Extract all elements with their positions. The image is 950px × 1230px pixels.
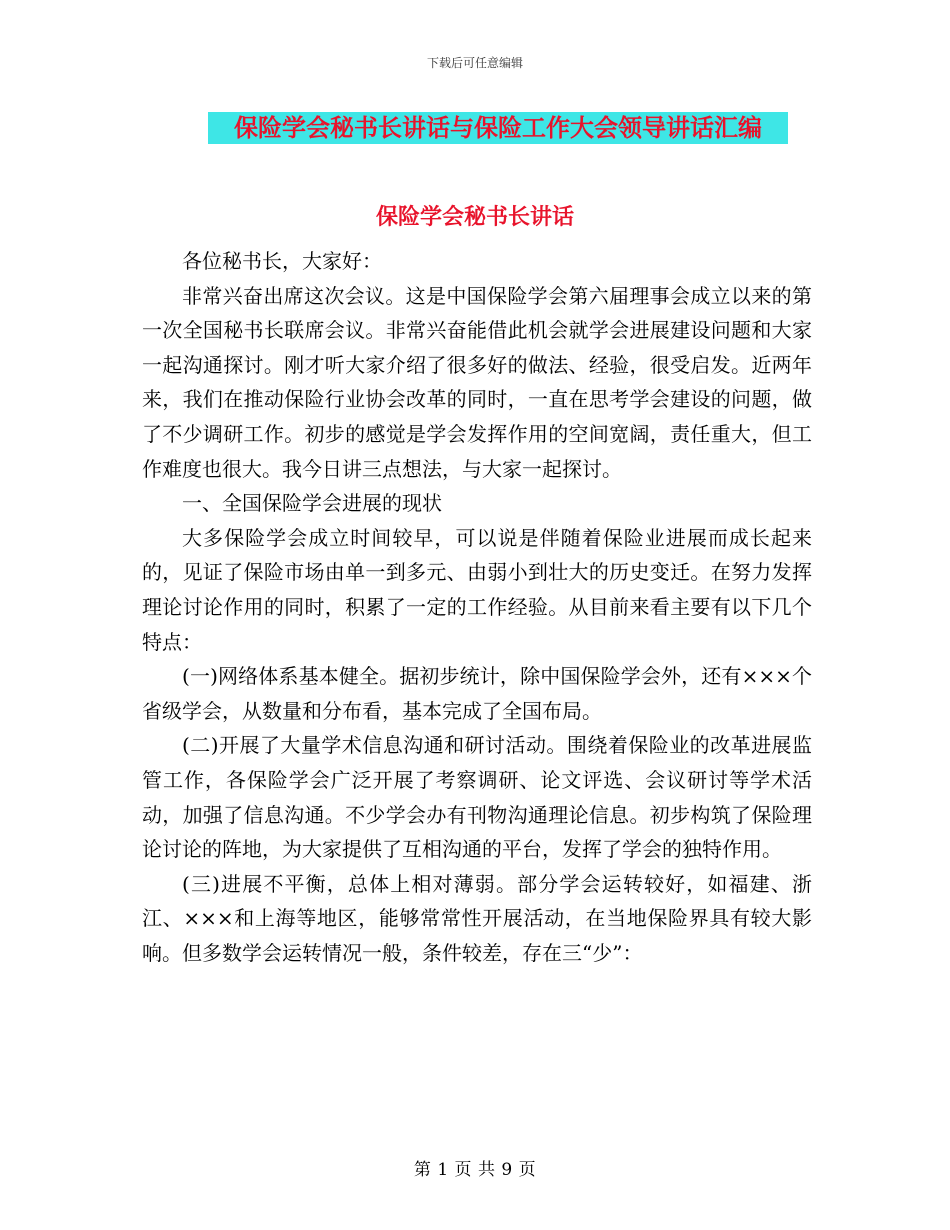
document-main-title: 保险学会秘书长讲话与保险工作大会领导讲话汇编	[208, 112, 788, 144]
document-body	[142, 244, 812, 970]
header-note: 下载后可任意编辑	[426, 56, 523, 70]
paragraph: 非常兴奋出席这次会议。这是中国保险学会第六届理事会成立以来的第一次全国秘书长联席会议。非常兴奋能借此机会就学会进展建设问题和大家一起沟通探讨。刚才听大家介绍了很多好的做法、经验，很受启发。近两年来，我们在推动保险行业协会改革的同时，一直在思考学会建设的问题，做了不少调研工作。初步的感觉是学会发挥作用的空间宽阔，责任重大，但工作难度也很大。我今日讲三点想法，与大家一起探讨。	[142, 283, 812, 481]
paragraph: (三)进展不平衡，总体上相对薄弱。部分学会运转较好，如福建、浙江、×××和上海等地区，能够常常性开展活动，在当地保险界具有较大影响。但多数学会运转情况一般，条件较差，存在三“少”：	[142, 871, 812, 965]
paragraph: (二)开展了大量学术信息沟通和研讨活动。围绕着保险业的改革进展监管工作，各保险学会广泛开展了考察调研、论文评选、会议研讨等学术活动，加强了信息沟通。不少学会办有刊物沟通理论信息。初步构筑了保险理论讨论的阵地，为大家提供了互相沟通的平台，发挥了学会的独特作用。	[142, 733, 812, 862]
paragraph-greeting: 各位秘书长，大家好：	[182, 249, 382, 273]
page-number: 第 1 页 共 9 页	[413, 1160, 537, 1180]
paragraph: (一)网络体系基本健全。据初步统计，除中国保险学会外，还有×××个省级学会，从数量和分布看，基本完成了全国布局。	[142, 664, 812, 723]
section-heading: 一、全国保险学会进展的现状	[182, 491, 442, 516]
paragraph: 大多保险学会成立时间较早，可以说是伴随着保险业进展而成长起来的，见证了保险市场由单一到多元、由弱小到壮大的历史变迁。在努力发挥理论讨论作用的同时，积累了一定的工作经验。从目前来看主要有以下几个特点：	[142, 525, 812, 654]
section-title: 保险学会秘书长讲话	[375, 204, 574, 230]
